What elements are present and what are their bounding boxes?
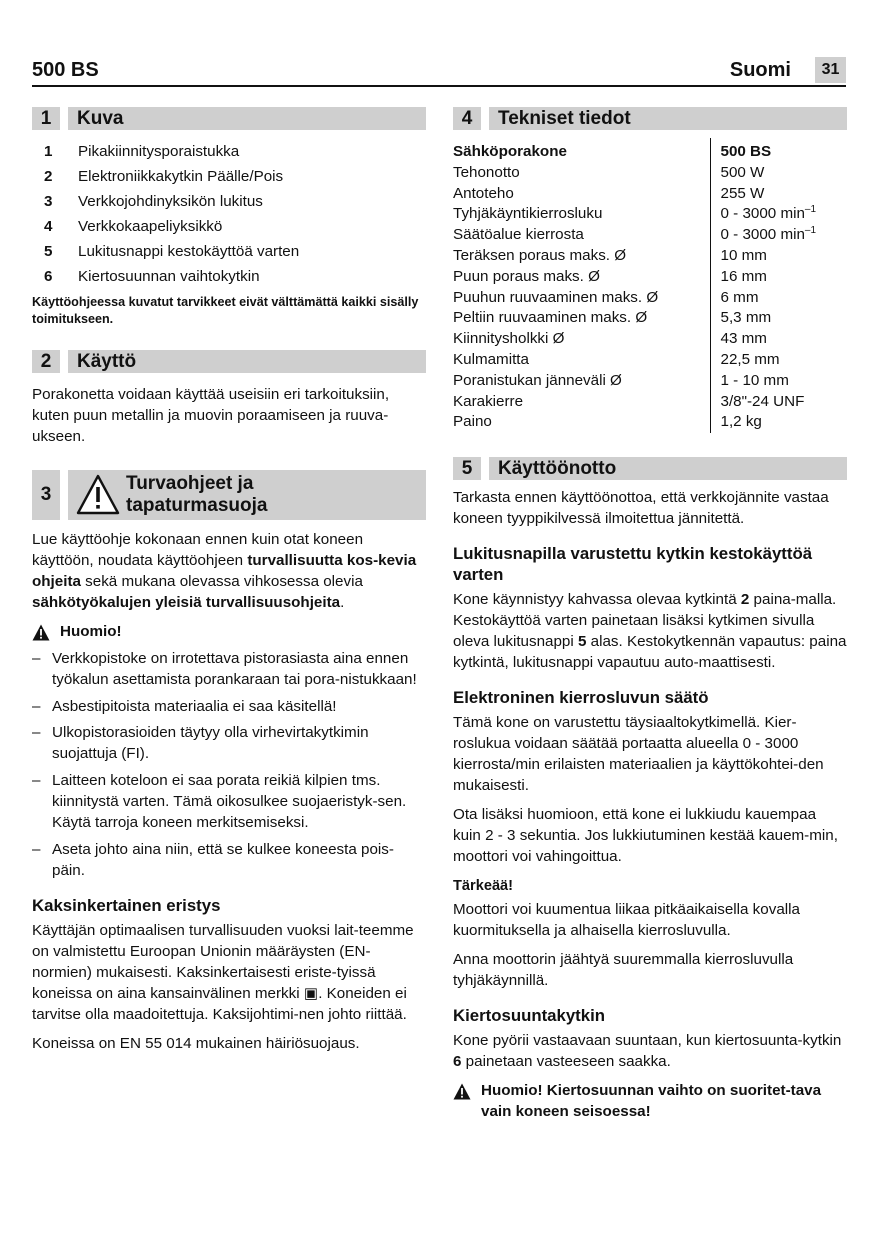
item-text: Verkkokaapeliyksikkö <box>78 217 223 235</box>
item-number: 1 <box>44 143 53 160</box>
list-item <box>32 142 426 163</box>
item-text: Kiertosuunnan vaihtokytkin <box>78 267 260 285</box>
section-number: 3 <box>32 470 60 520</box>
spec-header-label: Sähköporakone <box>453 143 567 160</box>
table-row: Puun poraus maks. Ø 16 mm <box>453 267 847 288</box>
important-label: Tärkeää! <box>453 877 514 894</box>
right-column <box>453 107 847 1129</box>
list-item: – Asbestipitoista materiaalia ei saa käsitellä! <box>32 697 337 715</box>
section-4-heading <box>453 107 847 130</box>
model-name: 500 BS <box>32 59 99 81</box>
table-row: Säätöalue kierrosta 0 - 3000 $\min^{-1}$ <box>453 225 847 246</box>
table-row: Teräksen poraus maks. Ø 10 mm <box>453 246 847 267</box>
direction-heading: Kiertosuuntakytkin <box>453 1005 605 1025</box>
warning-icon <box>32 624 50 641</box>
list-item <box>32 267 426 288</box>
spec-table <box>453 138 847 433</box>
table-row: Tehonotto 500 W <box>453 163 847 184</box>
speed-text: Tämä kone on varustettu täysiaaltokytkimellä. Kier-roslukua voidaan säätää portaatta alueella 0 - 3000 kierrosta/min erilaisten materiaalien ja käyttökohtei-den mukaisesti. <box>453 713 824 794</box>
language-label: Suomi <box>729 59 791 81</box>
commissioning-intro: Tarkasta ennen käyttöönottoa, että verkkojännite vastaa koneen tyyppikilvessä ilmoitettua jännitettä. <box>453 489 829 528</box>
direction-warning <box>453 1081 847 1123</box>
list-item <box>32 167 426 188</box>
insulation-heading: Kaksinkertainen eristys <box>32 896 221 916</box>
table-row: Paino 1,2 kg <box>453 412 847 433</box>
lock-text: Kone käynnistyy kahvassa olevaa kytkintä 2 paina-malla. Kestokäyttöä varten painetaan lisäksi kytkimen sivulla oleva lukitusnappi 5 alas. Kestokytkennän vapautus: paina kytkintä, lukitusnappi vapautuu auto-maattisesti. <box>453 591 847 671</box>
warning-notice <box>32 622 426 643</box>
section-title: Turvaohjeet ja tapaturmasuoja <box>126 472 268 516</box>
list-item: – Ulkopistorasioiden täytyy olla virhevirtakytkimin suojattuja (FI). <box>32 724 369 763</box>
insulation-text: Käyttäjän optimaalisen turvallisuuden vuoksi lait-teemme on valmistettu Euroopan Unionin määräysten (EN-normien) mukaisesti. Kaksinkertaisesti eriste-tyissä koneissa on aina kansainvälinen merkki ▣. Koneiden ei tarvitse olla maadoitettuja. Kaksijohtimi-nen johto riittää. <box>32 922 414 1024</box>
section-title: Kuva <box>68 107 426 130</box>
speed-heading: Elektroninen kierrosluvun säätö <box>453 687 709 707</box>
important-text: Moottori voi kuumentua liikaa pitkäaikaisella kovalla kuormituksella ja alhaisella kierrosluvulla. <box>453 900 800 939</box>
table-row: Antoteho 255 W <box>453 184 847 205</box>
usage-text: Porakonetta voidaan käyttää useisiin eri tarkoituksiin, kuten puun metallin ja muovin poraamiseen ja ruuva-ukseen. <box>32 385 390 445</box>
suppression-text: Koneissa on EN 55 014 mukainen häiriösuojaus. <box>32 1035 360 1053</box>
important-text-2: Anna moottorin jäähtyä suuremmalla kierrosluvulla tyhjäkäynnillä. <box>453 950 794 989</box>
section-number: 1 <box>32 107 60 130</box>
speed-text-2: Ota lisäksi huomioon, että kone ei lukkiudu kauempaa kuin 2 - 3 sekuntia. Jos lukkiutuminen kestää kauem-min, moottori voi vahingoittua. <box>453 805 838 865</box>
lock-heading: Lukitusnapilla varustettu kytkin kestokäyttöä varten <box>453 544 813 585</box>
table-row: Puuhun ruuvaaminen maks. Ø 6 mm <box>453 288 847 309</box>
page-number: 31 <box>815 57 846 83</box>
section-number: 4 <box>453 107 481 130</box>
item-number: 5 <box>44 242 53 260</box>
list-item: – Aseta johto aina niin, että se kulkee koneesta pois-päin. <box>32 841 394 880</box>
accessory-note: Käyttöohjeessa kuvatut tarvikkeet eivät välttämättä kaikki sisälly toimitukseen. <box>32 294 419 326</box>
section-title: Käyttö <box>68 350 426 373</box>
list-item: – Verkkopistoke on irrotettava pistorasiasta aina ennen työkalun asettamista porankaraan tai pora-nistukkaan! <box>32 649 417 688</box>
warning-text: Huomio! Kiertosuunnan vaihto on suoritet-tava vain koneen seisoessa! <box>481 1081 822 1120</box>
item-text: Elektroniikkakytkin Päälle/Pois <box>78 167 284 185</box>
direction-text: Kone pyörii vastaavaan suuntaan, kun kiertosuunta-kytkin 6 painetaan vasteeseen saakka. <box>453 1031 842 1070</box>
table-row: Kulmamitta 22,5 mm <box>453 350 847 371</box>
item-number: 6 <box>44 267 53 285</box>
left-column <box>32 107 426 1063</box>
item-number: 3 <box>44 192 53 210</box>
list-item: – Laitteen koteloon ei saa porata reikiä kilpien tms. kiinnitystä varten. Tämä oikosulkee suojaeristyk-sen. Käytä tarroja koneen merkitsemiseksi. <box>32 772 407 832</box>
section-number: 2 <box>32 350 60 373</box>
section-number: 5 <box>453 457 481 480</box>
section-5-heading <box>453 457 847 480</box>
item-text: Verkkojohdinyksikön lukitus <box>78 192 263 210</box>
item-number: 4 <box>44 217 53 235</box>
section-title: Käyttöönotto <box>489 457 847 480</box>
item-text: Lukitusnappi kestokäyttöä varten <box>78 242 300 260</box>
item-text: Pikakiinnitysporaistukka <box>78 143 240 160</box>
list-item <box>32 192 426 213</box>
table-row: Peltiin ruuvaaminen maks. Ø 5,3 mm <box>453 308 847 329</box>
warning-icon <box>453 1083 471 1100</box>
list-item <box>32 217 426 238</box>
safety-intro: Lue käyttöohje kokonaan ennen kuin otat koneen käyttöön, noudata käyttöohjeen turvallisuutta kos-kevia ohjeita sekä mukana olevassa vihkosessa olevia sähkötyökalujen yleisiä turvallisuusohjeita. <box>32 530 417 611</box>
item-number: 2 <box>44 167 53 185</box>
section-2-heading <box>32 350 426 373</box>
section-1-heading <box>32 107 426 130</box>
list-item <box>32 242 426 263</box>
spec-header-value: 500 BS <box>710 138 847 163</box>
page-header <box>32 57 846 87</box>
section-3-heading <box>32 470 426 520</box>
warning-label: Huomio! <box>60 622 122 640</box>
warning-triangle-icon <box>76 473 120 517</box>
section-title: Tekniset tiedot <box>489 107 847 130</box>
safety-list <box>32 649 426 883</box>
parts-list <box>32 142 426 288</box>
table-row: Tyhjäkäyntikierrosluku 0 - 3000 $\min^{-1}$ <box>453 204 847 225</box>
table-header-row <box>453 138 847 163</box>
table-row: Karakierre 3/8"-24 UNF <box>453 392 847 413</box>
table-row: Poranistukan jänneväli Ø 1 - 10 mm <box>453 371 847 392</box>
table-row: Kiinnitysholkki Ø 43 mm <box>453 329 847 350</box>
